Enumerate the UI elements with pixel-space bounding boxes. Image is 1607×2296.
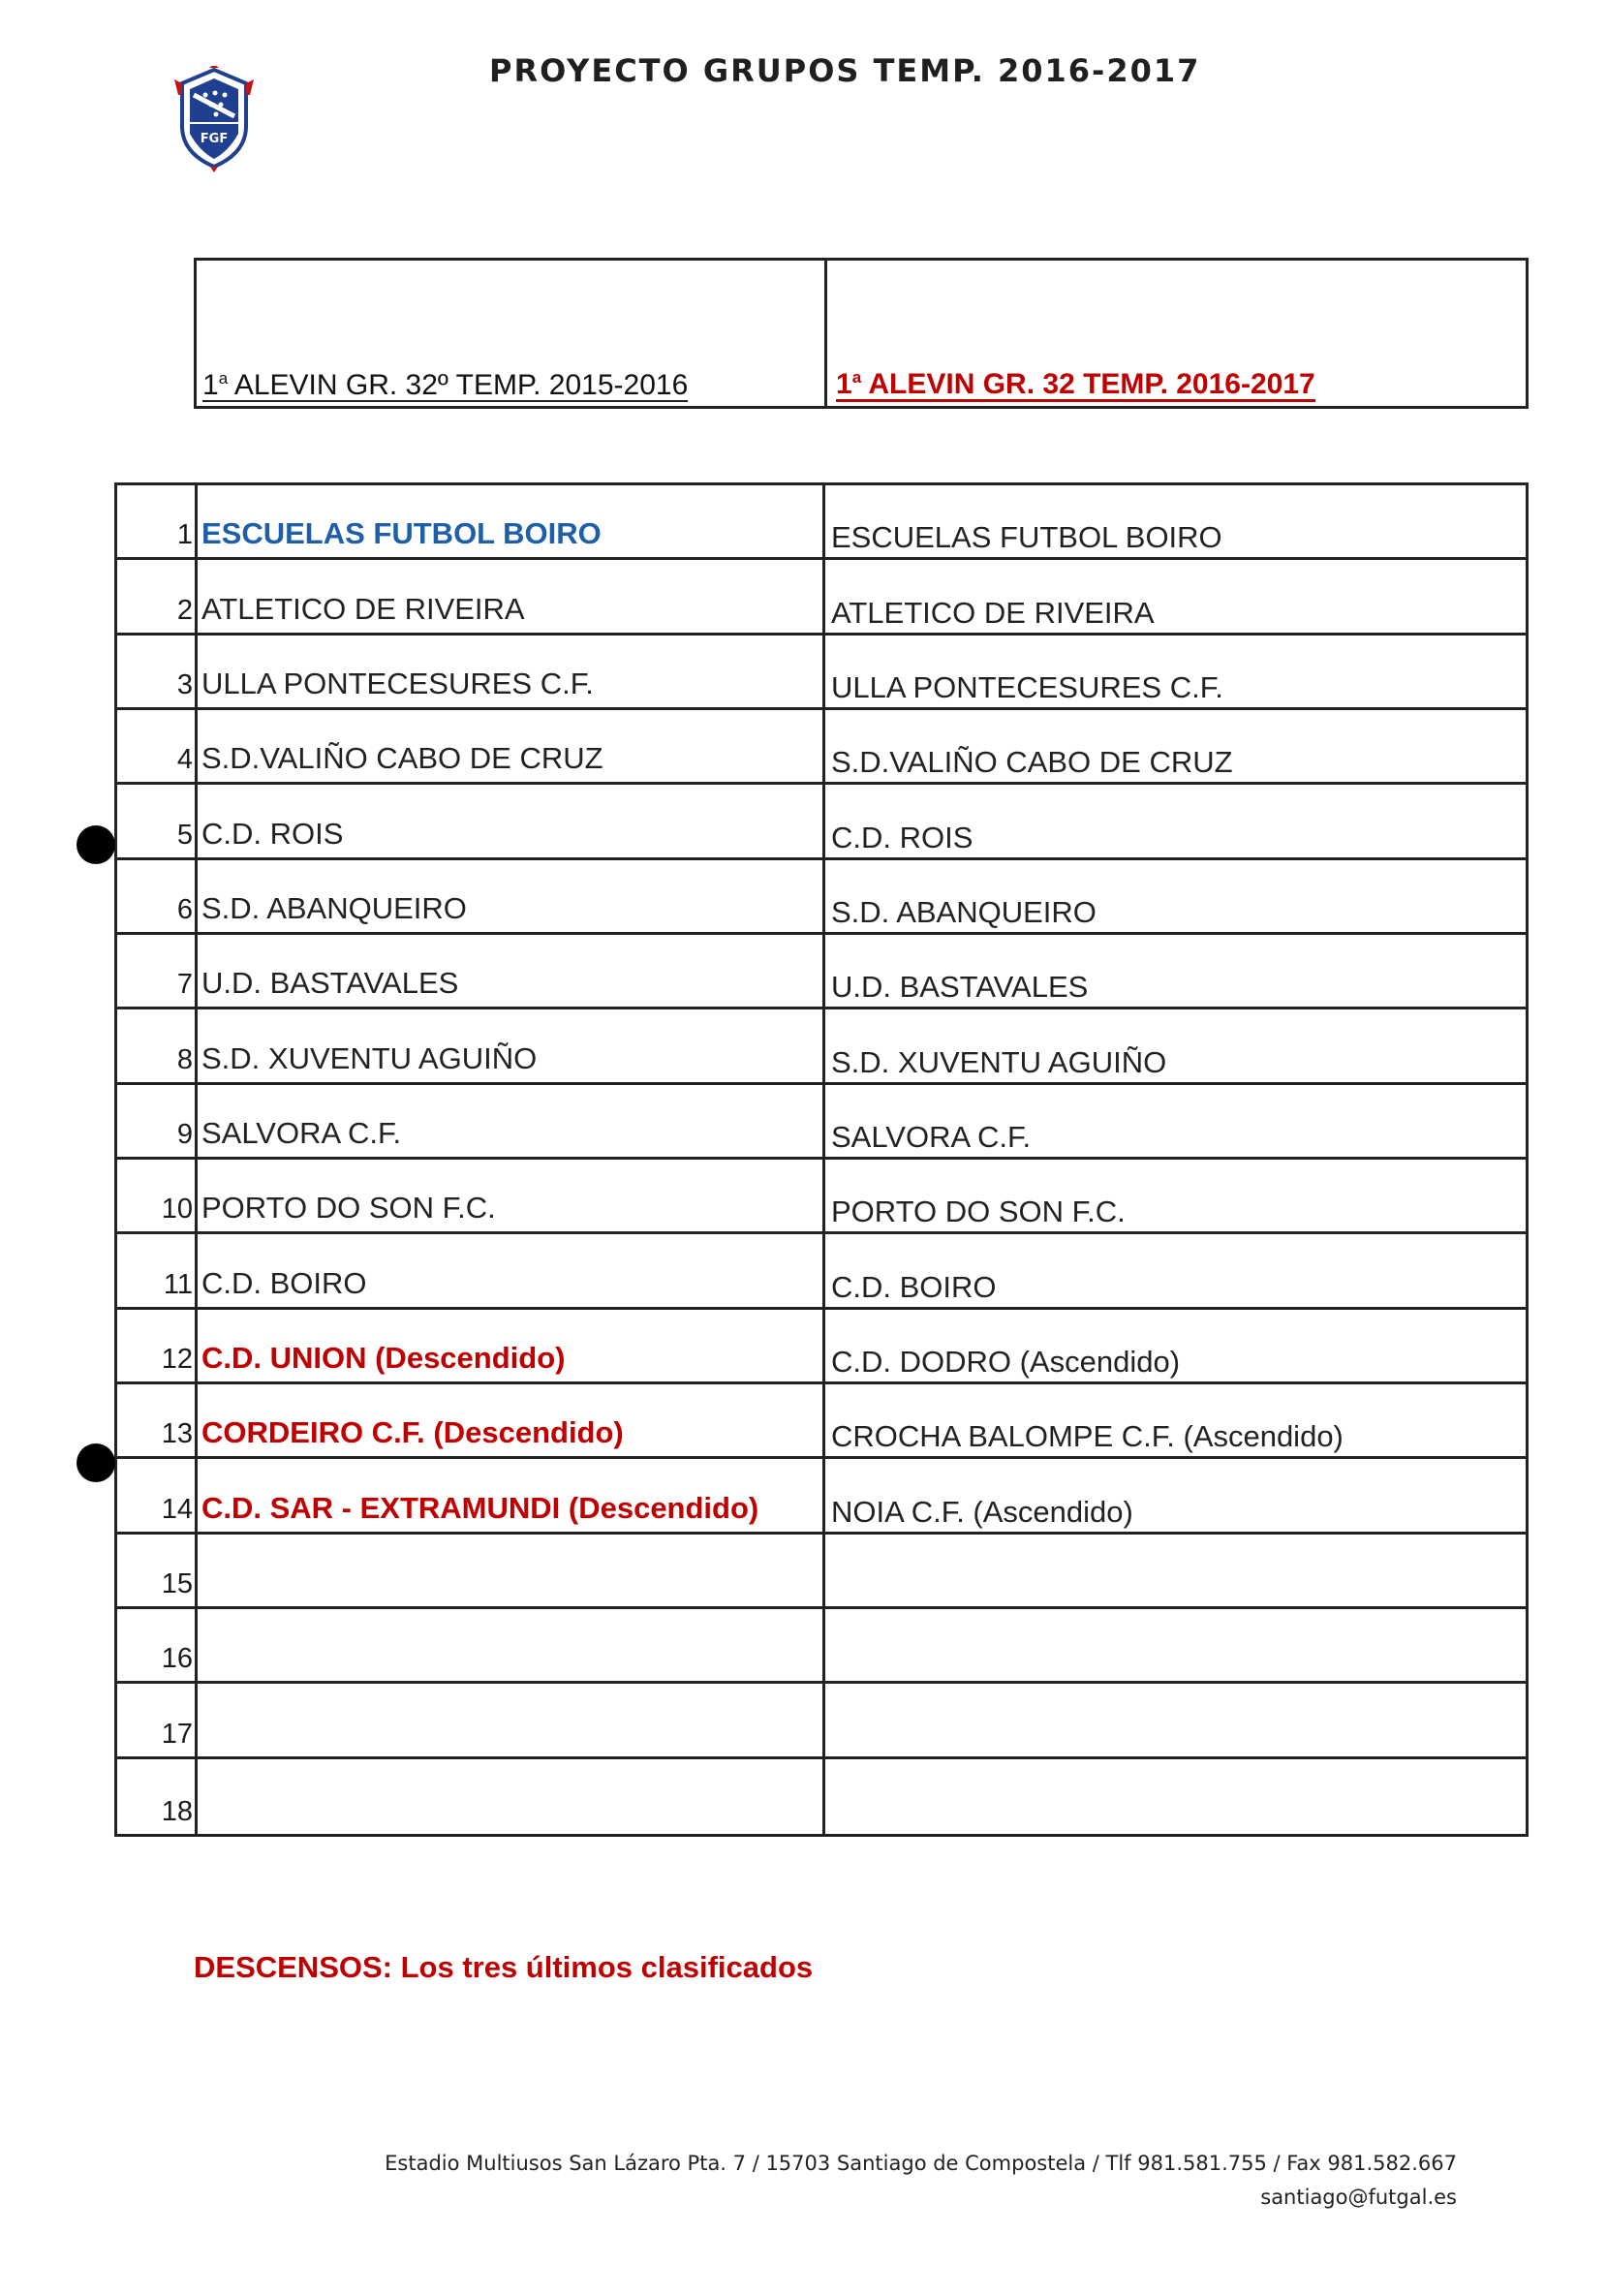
team-2016-2017: C.D. DODRO (Ascendido) <box>831 1344 1181 1379</box>
team-2015-2016: S.D. XUVENTU AGUIÑO <box>201 1040 538 1075</box>
team-2015-2016: ULLA PONTECESURES C.F. <box>201 666 594 700</box>
table-row <box>117 1234 1526 1309</box>
team-2016-2017: S.D. ABANQUEIRO <box>831 894 1097 929</box>
table-row <box>117 560 1526 635</box>
row-number: 6 <box>176 893 193 925</box>
team-2015-2016: C.D. SAR - EXTRAMUNDI (Descendido) <box>201 1490 759 1525</box>
svg-text:FGF: FGF <box>200 132 229 146</box>
table-row <box>117 1684 1526 1758</box>
team-2015-2016: CORDEIRO C.F. (Descendido) <box>201 1415 624 1450</box>
team-2015-2016: ESCUELAS FUTBOL BOIRO <box>201 516 602 551</box>
table-row <box>117 1009 1526 1084</box>
table-row <box>117 710 1526 785</box>
season-2015-2016-label: 1$^a$ ALEVIN GR. 32º TEMP. 2015-2016 <box>202 369 689 401</box>
row-number: 2 <box>176 594 193 626</box>
row-number: 18 <box>161 1795 193 1827</box>
row-number: 10 <box>161 1194 193 1226</box>
fgf-logo <box>170 66 258 172</box>
row-number: 7 <box>176 969 193 1001</box>
team-2015-2016: SALVORA C.F. <box>201 1115 402 1150</box>
season-header-table <box>194 258 1529 409</box>
team-2015-2016: ATLETICO DE RIVEIRA <box>201 591 525 626</box>
row-number: 16 <box>161 1643 193 1675</box>
table-row <box>117 860 1526 935</box>
table-row <box>117 1310 1526 1384</box>
punch-hole <box>77 825 115 864</box>
table-row <box>117 1160 1526 1234</box>
row-number: 8 <box>176 1043 193 1075</box>
table-row <box>117 485 1526 560</box>
team-2016-2017: C.D. ROIS <box>831 820 973 854</box>
row-number: 13 <box>161 1418 193 1450</box>
teams-table <box>114 482 1529 1837</box>
team-2015-2016: C.D. BOIRO <box>201 1265 367 1300</box>
row-number: 4 <box>176 744 193 776</box>
team-2016-2017: U.D. BASTAVALES <box>831 970 1089 1005</box>
team-2016-2017: S.D. XUVENTU AGUIÑO <box>831 1044 1167 1079</box>
team-2015-2016: U.D. BASTAVALES <box>201 966 459 1001</box>
team-2016-2017: ESCUELAS FUTBOL BOIRO <box>831 520 1222 555</box>
table-row <box>117 1459 1526 1534</box>
row-number: 9 <box>176 1118 193 1150</box>
punch-hole <box>77 1443 115 1482</box>
row-number: 5 <box>176 819 193 851</box>
row-number: 3 <box>176 668 193 700</box>
team-2015-2016: C.D. ROIS <box>201 816 344 851</box>
table-row <box>117 1609 1526 1684</box>
footer-address: Estadio Multiusos San Lázaro Pta. 7 / 15703 Santiago de Compostela / Tlf 981.581.755 / Fax 981.582.667 <box>385 2152 1457 2175</box>
season-2016-2017-label: 1$^a$ ALEVIN GR. 32 TEMP. 2016-2017 <box>836 368 1315 400</box>
team-2016-2017: SALVORA C.F. <box>831 1119 1032 1154</box>
team-2016-2017: ATLETICO DE RIVEIRA <box>831 595 1155 630</box>
team-2015-2016: S.D. ABANQUEIRO <box>201 890 467 925</box>
table-row <box>117 785 1526 859</box>
table-row <box>117 636 1526 710</box>
row-number: 17 <box>161 1718 193 1750</box>
team-2016-2017: PORTO DO SON F.C. <box>831 1195 1126 1229</box>
row-number: 11 <box>163 1268 193 1300</box>
table-row <box>117 1085 1526 1160</box>
relegation-note: DESCENSOS: Los tres últimos clasificados <box>194 1950 814 1984</box>
document-title: PROYECTO GRUPOS TEMP. 2016-2017 <box>489 52 1201 89</box>
table-row <box>117 1384 1526 1459</box>
table-row <box>117 935 1526 1009</box>
team-2016-2017: C.D. BOIRO <box>831 1269 997 1304</box>
row-number: 15 <box>161 1567 193 1599</box>
table-row <box>117 1535 1526 1609</box>
team-2015-2016: C.D. UNION (Descendido) <box>201 1340 566 1375</box>
team-2015-2016: S.D.VALIÑO CABO DE CRUZ <box>201 741 603 776</box>
row-number: 14 <box>161 1493 193 1525</box>
team-2015-2016: PORTO DO SON F.C. <box>201 1191 496 1226</box>
footer-email: santiago@futgal.es <box>1260 2186 1457 2209</box>
table-row <box>117 1759 1526 1834</box>
row-number: 12 <box>161 1343 193 1375</box>
row-number: 1 <box>176 519 193 551</box>
team-2016-2017: S.D.VALIÑO CABO DE CRUZ <box>831 745 1233 780</box>
team-2016-2017: CROCHA BALOMPE C.F. (Ascendido) <box>831 1419 1344 1454</box>
team-2016-2017: ULLA PONTECESURES C.F. <box>831 669 1223 704</box>
team-2016-2017: NOIA C.F. (Ascendido) <box>831 1494 1133 1529</box>
